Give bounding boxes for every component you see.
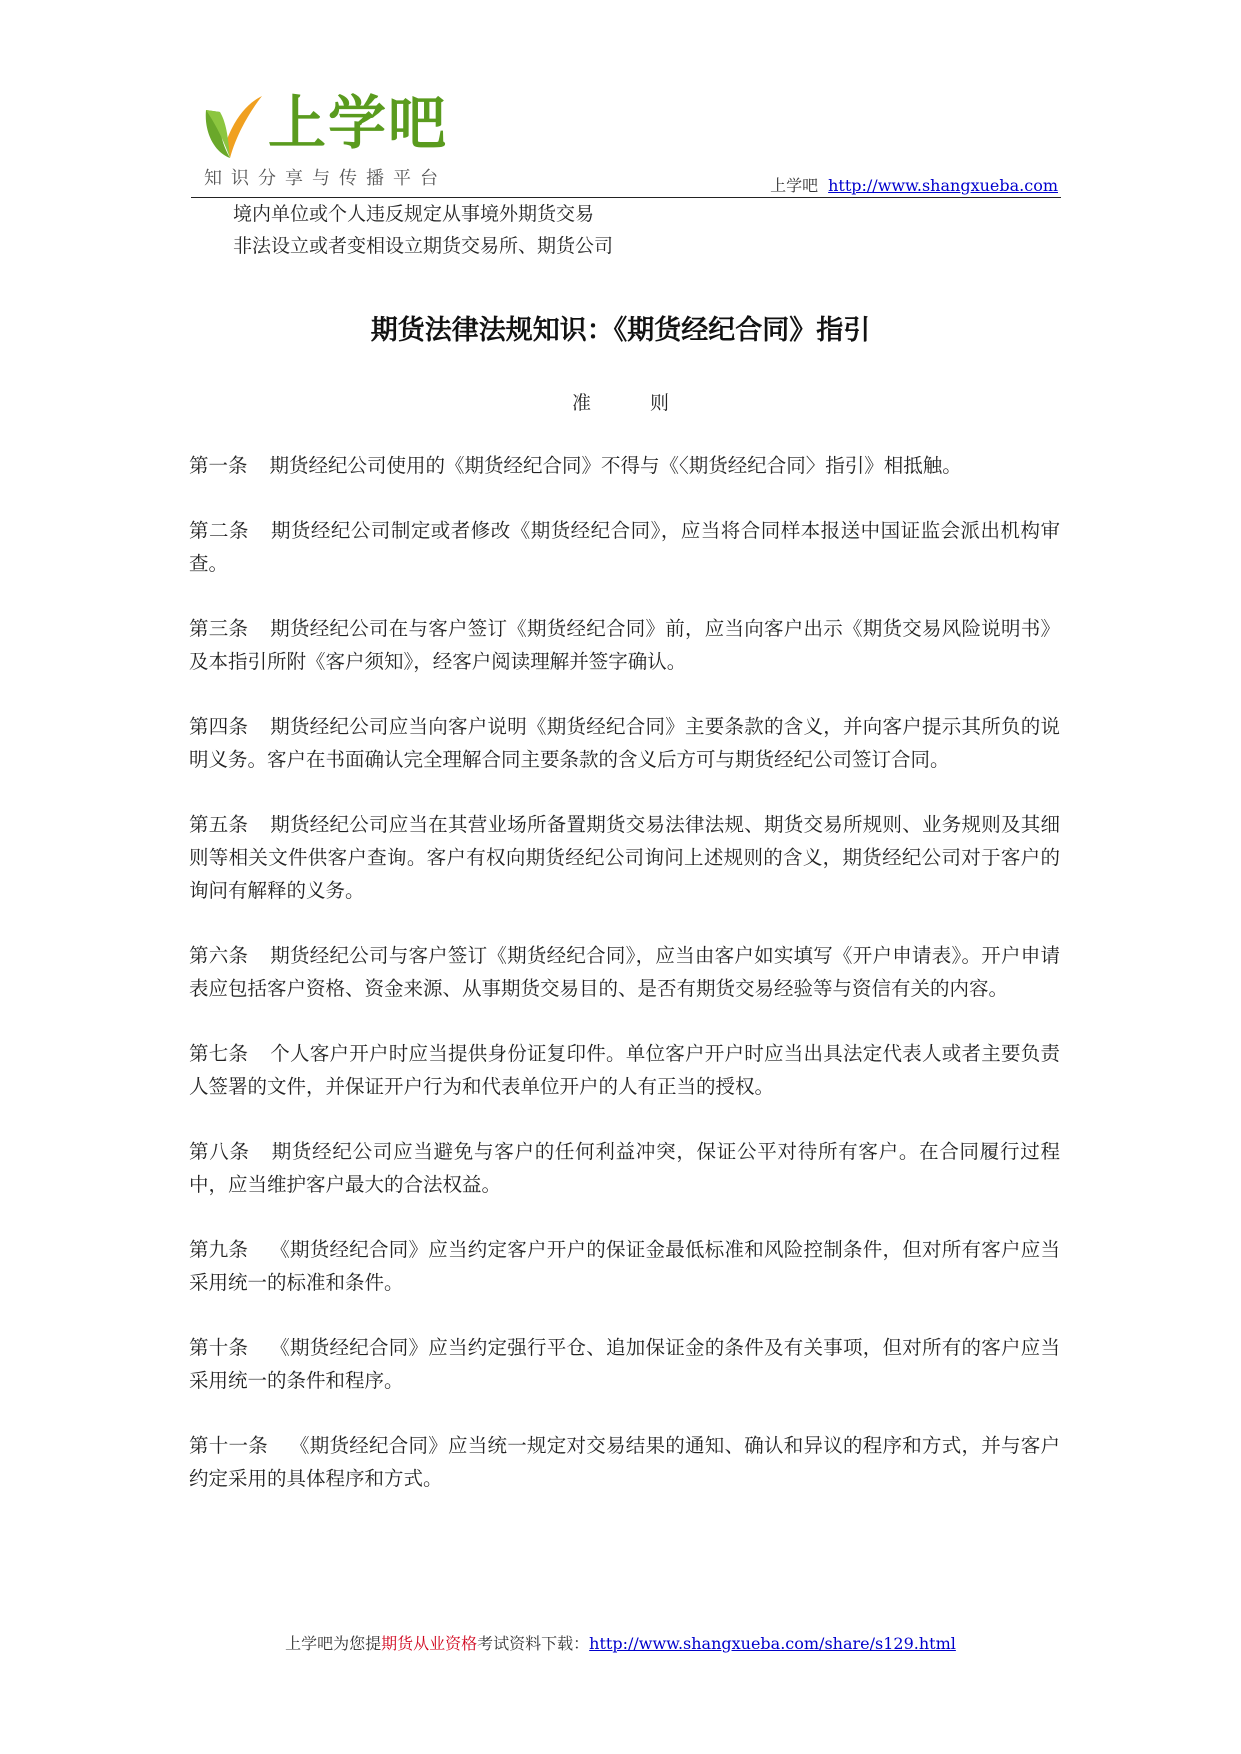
article-list — [189, 449, 1060, 1527]
article-number: 第六条 — [189, 944, 249, 967]
article-text: 个人客户开户时应当提供身份证复印件。单位客户开户时应当出具法定代表人或者主要负责人签署的文件，并保证开户行为和代表单位开户的人有正当的授权。 — [189, 1042, 1060, 1098]
article — [189, 1429, 1060, 1495]
article-text: 《期货经纪合同》应当统一规定对交易结果的通知、确认和异议的程序和方式，并与客户约定采用的具体程序和方式。 — [189, 1434, 1060, 1490]
article — [189, 808, 1060, 907]
preceding-line: 非法设立或者变相设立期货交易所、期货公司 — [233, 235, 614, 257]
site-label: 上学吧 — [770, 176, 819, 195]
article-number: 第五条 — [189, 813, 249, 836]
footer-download-link[interactable]: http://www.shangxueba.com/share/s129.html — [589, 1634, 956, 1653]
article-number: 第八条 — [189, 1140, 250, 1163]
article-text: 期货经纪公司应当在其营业场所备置期货交易法律法规、期货交易所规则、业务规则及其细则等相关文件供客户查询。客户有权向期货经纪公司询问上述规则的含义，期货经纪公司对于客户的询问有解释的义务。 — [189, 813, 1060, 902]
article-number: 第十一条 — [189, 1434, 268, 1457]
preceding-line: 境内单位或个人违反规定从事境外期货交易 — [233, 203, 595, 225]
document-title: 期货法律法规知识：《期货经纪合同》指引 — [370, 315, 871, 346]
article-text: 《期货经纪合同》应当约定客户开户的保证金最低标准和风险控制条件，但对所有客户应当采用统一的标准和条件。 — [189, 1238, 1060, 1294]
article-text: 期货经纪公司应当向客户说明《期货经纪合同》主要条款的含义，并向客户提示其所负的说明义务。客户在书面确认完全理解合同主要条款的含义后方可与期货经纪公司签订合同。 — [189, 715, 1060, 771]
article-number: 第十条 — [189, 1336, 249, 1359]
article — [189, 1331, 1060, 1397]
article-text: 期货经纪公司与客户签订《期货经纪合同》，应当由客户如实填写《开户申请表》。开户申请表应包括客户资格、资金来源、从事期货交易目的、是否有期货交易经验等与资信有关的内容。 — [189, 944, 1060, 1000]
article-number: 第二条 — [189, 519, 249, 542]
article-text: 《期货经纪合同》应当约定强行平仓、追加保证金的条件及有关事项，但对所有的客户应当采用统一的条件和程序。 — [189, 1336, 1060, 1392]
article — [189, 612, 1060, 678]
section-heading: 准 则 — [571, 392, 689, 414]
brand-name: 上学吧 — [268, 89, 449, 157]
article-number: 第七条 — [189, 1042, 249, 1065]
brand-logo — [200, 88, 460, 188]
footer-prefix: 上学吧为您提 — [285, 1634, 382, 1653]
article — [189, 710, 1060, 776]
footer-note — [0, 1631, 1241, 1654]
header-site-link — [770, 173, 1058, 196]
article — [189, 939, 1060, 1005]
article — [189, 1233, 1060, 1299]
article-text: 期货经纪公司在与客户签订《期货经纪合同》前，应当向客户出示《期货交易风险说明书》及本指引所附《客户须知》，经客户阅读理解并签字确认。 — [189, 617, 1060, 673]
header-divider — [191, 197, 1061, 198]
article — [189, 1037, 1060, 1103]
article-text: 期货经纪公司应当避免与客户的任何利益冲突，保证公平对待所有客户。在合同履行过程中，应当维护客户最大的合法权益。 — [189, 1140, 1060, 1196]
article-text: 期货经纪公司使用的《期货经纪合同》不得与《〈期货经纪合同〉指引》相抵触。 — [269, 454, 962, 477]
footer-highlight-link[interactable]: 期货从业资格 — [381, 1634, 478, 1653]
article-number: 第九条 — [189, 1238, 249, 1261]
brand-tagline: 知识分享与传播平台 — [204, 168, 447, 189]
article — [189, 449, 1060, 482]
article — [189, 514, 1060, 580]
article-number: 第一条 — [189, 454, 248, 477]
article-number: 第三条 — [189, 617, 249, 640]
leaf-check-icon — [200, 92, 266, 162]
article-number: 第四条 — [189, 715, 249, 738]
article-text: 期货经纪公司制定或者修改《期货经纪合同》，应当将合同样本报送中国证监会派出机构审查。 — [189, 519, 1060, 575]
article — [189, 1135, 1060, 1201]
footer-middle: 考试资料下载： — [477, 1634, 590, 1653]
site-url-link[interactable]: http://www.shangxueba.com — [828, 176, 1058, 195]
